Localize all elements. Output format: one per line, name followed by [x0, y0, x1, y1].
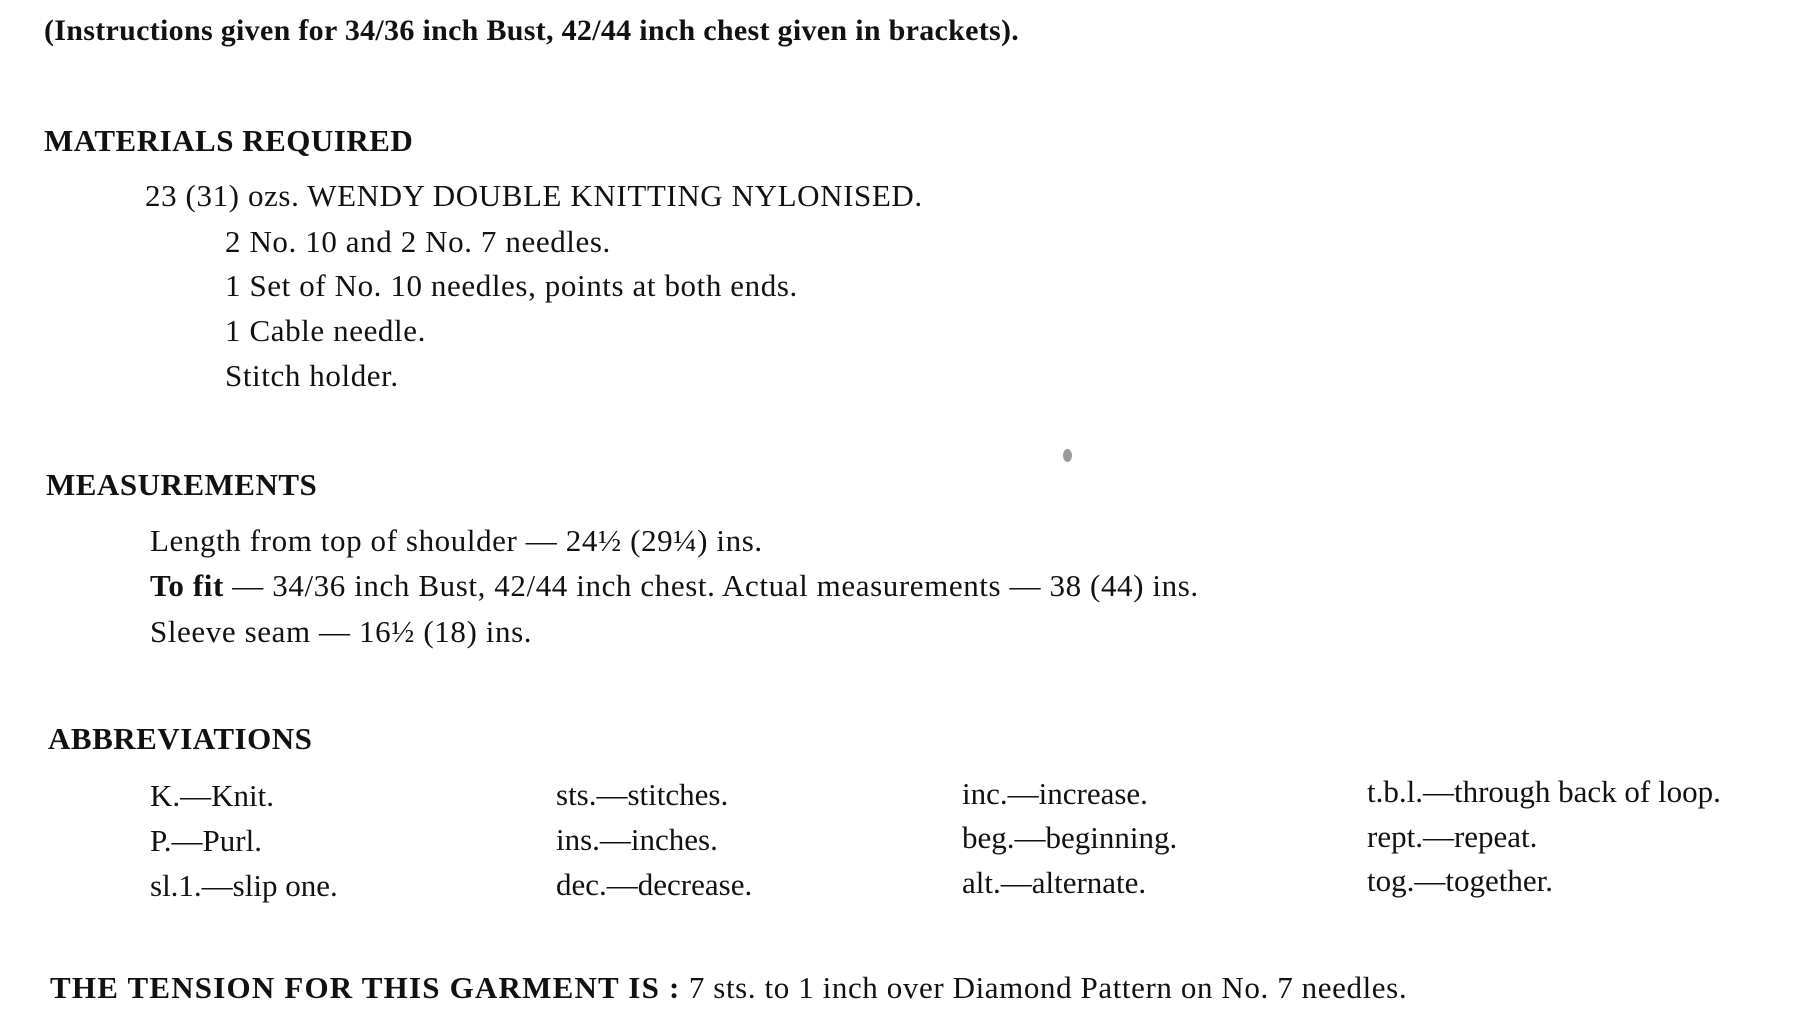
materials-yarn: 23 (31) ozs. WENDY DOUBLE KNITTING NYLONISED.: [145, 178, 923, 213]
fit-text: — 34/36 inch Bust, 42/44 inch chest. Actual measurements — 38 (44) ins.: [223, 568, 1199, 603]
tension-text: 7 sts. to 1 inch over Diamond Pattern on No. 7 needles.: [680, 970, 1408, 1005]
materials-item: 2 No. 10 and 2 No. 7 needles.: [225, 224, 611, 259]
paper-speck: [1063, 449, 1072, 462]
tension-line: [50, 970, 1407, 1006]
abbreviation-item: alt.—alternate.: [962, 865, 1147, 900]
measurement-fit: [150, 568, 1199, 604]
abbreviation-item: t.b.l.—through back of loop.: [1367, 774, 1721, 809]
abbreviation-item: sl.1.—slip one.: [150, 868, 338, 903]
abbreviation-item: beg.—beginning.: [962, 820, 1178, 855]
abbreviation-item: K.—Knit.: [150, 778, 274, 813]
fit-label: To fit: [150, 568, 224, 603]
materials-item: 1 Set of No. 10 needles, points at both ends.: [225, 268, 798, 303]
abbreviation-item: dec.—decrease.: [556, 867, 753, 902]
measurement-length: Length from top of shoulder — 24½ (29¼) ins.: [150, 523, 763, 558]
abbreviation-item: rept.—repeat.: [1367, 819, 1538, 854]
abbreviations-heading: ABBREVIATIONS: [48, 721, 313, 756]
materials-item: Stitch holder.: [225, 358, 399, 393]
tension-label: THE TENSION FOR THIS GARMENT IS :: [50, 970, 681, 1005]
abbreviation-item: P.—Purl.: [150, 823, 262, 858]
abbreviation-item: ins.—inches.: [556, 822, 718, 857]
abbreviation-item: inc.—increase.: [962, 776, 1148, 811]
intro-note: (Instructions given for 34/36 inch Bust, 42/44 inch chest given in brackets).: [44, 14, 1020, 47]
measurements-heading: MEASUREMENTS: [46, 467, 318, 502]
abbreviation-item: tog.—together.: [1367, 863, 1553, 898]
materials-item: 1 Cable needle.: [225, 313, 426, 348]
abbreviation-item: sts.—stitches.: [556, 777, 729, 812]
measurement-sleeve: Sleeve seam — 16½ (18) ins.: [150, 614, 533, 649]
materials-heading: MATERIALS REQUIRED: [44, 123, 414, 158]
